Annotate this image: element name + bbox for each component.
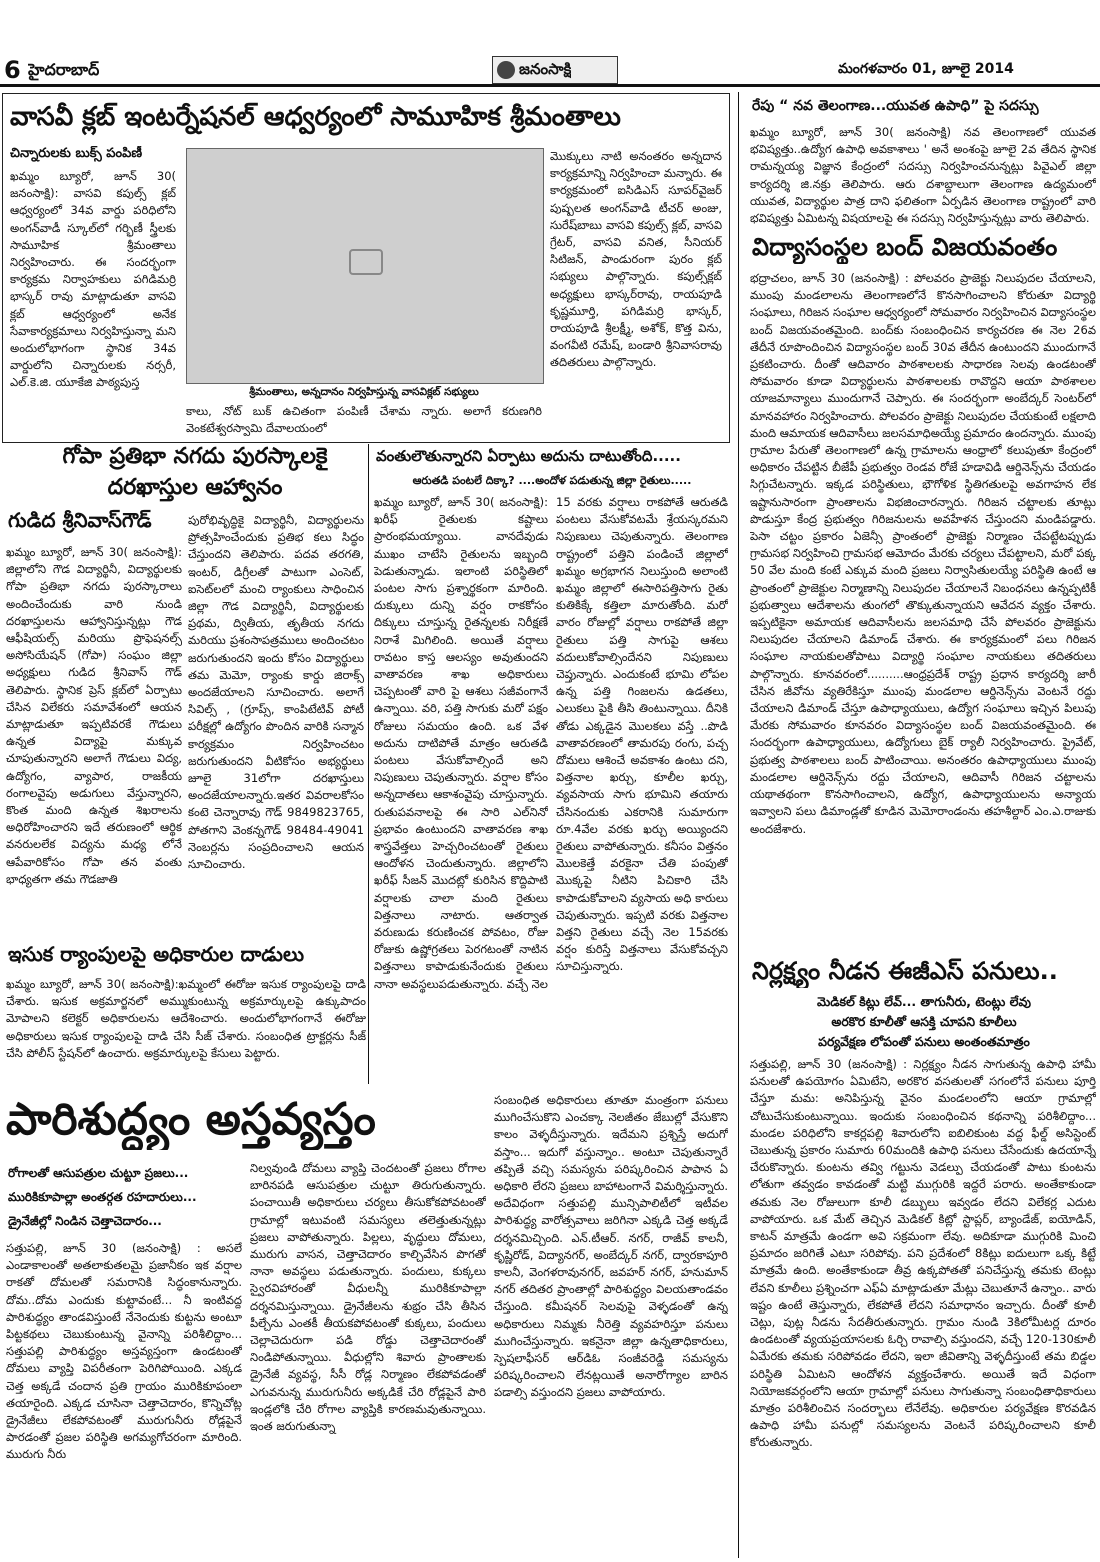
gopa-col1: ఖమ్మం బ్యూరో, జూన్ 30( జనంసాక్షి): జిల్లాలోని గౌడ విద్యార్థినీ, విద్యార్థులకు గోపా ప్రతిభా నగదు పురస్కారాలు అందించేందుకు వారి నుండి దరఖాస్తులను ఆహ్వానిస్తున్నట్లు గౌడ ఆఫీషియల్స్ మరియు ప్రొఫెషనల్స్ అసోసియేషన్ (గోపా) సంఘం జిల్లా అధ్యక్షులు గుడిద శ్రీనివాస్ గౌడ్ తెలిపారు. స్థానిక ప్రెస్ క్లబ్‌లో ఏర్పాటు చేసిన విలేకరు సమావేశంలో ఆయన మాట్లాడుతూ ఇప్పటివరకే గౌడులు ఉన్నత విద్యాపై మక్కువ చూపుతున్నారని అలాగే గౌడులు విద్య, ఉద్యోగం, వ్యాపార, రాజకీయ రంగాలవైపు అడుగులు వేస్తున్నారని, కొంత మంది ఉన్నత శిఖరాలను అధిరోహించారని ఇదే తరుణంలో ఆర్థిక వనరులలేక విద్యను మధ్య లోనే ఆపేవారికోసం గోపా తన వంతు భాధ్యతగా తమ గౌడజాతి bbox=[6, 545, 182, 886]
logo-icon bbox=[497, 61, 515, 79]
gopa-col2: పురోభివృద్ధికై విద్యార్థినీ, విద్యార్థులను ప్రోత్సహించేందుకు ప్రతిభ కలు సిద్ధం చేస్తుందని తెలిపారు. పదవ తరగతి, ఇంటర్, డిగ్రీలతో పాటుగా ఎంసెట్, ఐసెట్‌లలో మంచి ర్యాంకులు సాధించిన జిల్లా గౌడ విద్యార్థినీ, విద్యార్థులకు ప్రథమ, ద్వితీయ, తృతీయ నగదు మరియు ప్రశంసాపత్రములు అందించటం జరుగుతుందని ఇందు కోసం విద్యార్థులు తమ మెమో, ర్యాంకు కార్డు జిరాక్స్ అందజేయాలని సూచించారు. అలాగే సివిల్స్ , (గ్రూప్స్, కాంపిటేటివ్ పోటీ పరీక్షల్లో ఉద్యోగం పొందిన వారికి సన్మాన కార్యక్రమం నిర్వహించటం జరుగుతుందని వీటికోసం అభ్యర్థులు జూలై 31లోగా దరఖాస్తులు అందజేయాలన్నారు.ఇతర వివరాలకోసం కంటె చెన్నారావు గౌడ్ 9849823765, పోతగాని వెంకన్నగౌడ్ 98484-49041 నెంబర్లను సంప్రదించాలని ఆయన సూచించారు. bbox=[188, 513, 364, 872]
sanitation-col1: సత్తుపల్లి, జూన్ 30 (జనంసాక్షి) : అసలే ఎండాకాలంతో అతలాకుతలమై ప్రజానీకం ఇక వర్షాల రాకతో దోమలతో సమరానికి సిద్ధంకానున్నారు. దోమ..దోమ ఎందుకు కుట్టావంటే... నీ ఇంటివద్ద పారిశుద్ధ్యం తాండవిస్తుంటే నేనెందుకు కుట్టను అంటూ పిట్టకథలు చెబుకుంటున్న వైనాన్ని పరిశీలిద్దాం... సత్తుపల్లి పారిశుద్ధ్యం అస్తవ్యస్తంగా ఉండటంతో దోమలు వ్యాప్తి విపరీతంగా పెరిగిపోయింది. ఎక్కడ చెత్త అక్కడే చందాన ప్రతి గ్రాయం మురికికూపంలా తయారైంది. ఎక్కడ చూసినా చెత్తాచెదారం, కొన్నిచోట్ల డ్రైనేజీలు లేకపోవటంతో మురుగునీరు రోడ్లపైనే పారడంతో ప్రజల పరిస్థితి అగమ్యగోచరంగా మారింది. మురుగు నీరు bbox=[6, 1241, 242, 1462]
sanitation-deck-1: రోగాలతో ఆసుపత్రుల చుట్టూ ప్రజలు... bbox=[8, 1166, 189, 1180]
vasavi-col3: మొక్కులు నాటి అనంతరం అన్నదాన కార్యక్రమాన్ని నిర్వహించా మన్నారు. ఈ కార్యక్రమంలో ఐసిడిఎస్ సూపర్‌వైజర్ పుష్పలత అంగన్‌వాడి టీచర్ అంజు, సురేష్‌బాబు వాసవి కపుల్స్ క్లబ్, వాసవి గ్రేటర్, వాసవి వనిత, సీనియర్ సిటిజన్, పాండురంగా పురం క్లబ్ సభ్యులు పాల్గొన్నారు. కపుల్స్‌క్లబ్ అధ్యక్షులు భాస్కర్‌రావు, రాయపూడి కృష్ణమూర్తి, పగిడిమర్రి భాస్కర్, రాయపూడి శ్రీలక్ష్మీ, అశోక్, కొత్త విను, వంగవీటి రమేష్, బండారి శ్రీనివాసరావు తదితరులు పాల్గొన్నారు. bbox=[550, 149, 722, 370]
vasavi-col1: ఖమ్మం బ్యూరో, జూన్ 30( జనంసాక్షి): వాసవి కపుల్స్ క్లబ్ ఆధ్వర్యంలో 34వ వార్డు పరిధిలోని అంగన్‌వాడీ స్కూల్‌లో గర్భిణీ స్త్రీలకు సామూహిక శ్రీమంతాలు నిర్వహించారు. ఈ సందర్భంగా కార్యక్రమ నిర్వాహకులు పగిడిమర్రి భాస్కర్ రావు మాట్లాడుతూ వాసవి క్లబ్ ఆధ్వర్యంలో అనేక సేవాకార్యక్రమాలు నిర్వహిస్తున్నా మని అందులోభాగంగా స్థానిక 34వ వార్డులోని చిన్నారులకు నర్సరీ, ఎల్.కె.జి. యూకేజి పాఠ్యపుస్త bbox=[10, 169, 176, 390]
youth-seminar-headline: రేపు “ నవ తెలంగాణ...యువత ఉపాధి” పై సదస్సు bbox=[752, 98, 1039, 114]
gopa-headline-1: గోపా ప్రతిభా నగదు పురస్కాలకై bbox=[62, 444, 328, 469]
rains-headline: వంతులౌతున్నారని ఏర్పాటు అదును దాటుతోంది..... bbox=[376, 447, 681, 465]
gopa-headline-2: దరఖాస్తుల ఆహ్వానం bbox=[107, 475, 283, 500]
vasavi-under-photo: కాలు, నోట్ బుక్ ఉచితంగా పంపిణీ చేశామ న్నారు. అలాగే కరుణగిరి వెంకటేశ్వరస్వామి దేవాలయంలో bbox=[186, 404, 542, 436]
camera-icon bbox=[349, 249, 383, 275]
sanitation-headline: పారిశుద్ధ్యం అస్తవ్యస్తం bbox=[6, 1094, 376, 1145]
bandh-headline: విద్యాసంస్థల బంద్ విజయవంతం bbox=[752, 233, 1058, 261]
egs-deck-3: పర్యవేక్షణ లోపంతో పనులు అంతంతమాత్రం bbox=[818, 1034, 1030, 1049]
sanitation-deck-3: డ్రైనేజీల్లో నిండిన చెత్తాచెదారం... bbox=[8, 1214, 162, 1228]
sanitation-deck-2: మురికికూపాల్లా అంతర్గత రహదారులు... bbox=[8, 1190, 197, 1204]
vasavi-photo bbox=[186, 148, 544, 384]
youth-seminar-body: ఖమ్మం బ్యూరో, జూన్ 30( జనంసాక్షి) నవ తెలంగాణలో యువత భవిష్యత్తు..ఉద్యోగ ఉపాధి అవకాశాలు ' అనే అంశంపై జూలై 2వ తేదిన స్థానిక రామన్నయ్య విజ్ఞాన కేంద్రంలో సదస్సు నిర్వహించనున్నట్లు పివైఎల్ జిల్లా కార్యదర్శి జి.నక్రు తెలిపారు. ఆరు దశాబ్దాలుగా తెలంగాణ ఉద్యమంలో యువత, విద్యార్థుల పాత్ర దాని ఫలితంగా ఏర్పడిన తెలంగాణ రాష్ట్రంలో వారి భవిష్యత్తు ఏమిటన్న విషయాలపై ఈ సదస్సు నిర్వహిస్తున్నట్లు వారు తెలిపారు. bbox=[750, 125, 1096, 226]
egs-deck-1: మెడికల్ కిట్లు లేవ్... తాగునీరు, టెంట్లు లేవు bbox=[817, 994, 1031, 1009]
paper-logo bbox=[492, 56, 618, 84]
vasavi-photo-caption: శ్రీమంతాలు, అన్నదానం నిర్వహిస్తున్న వాసవిక్లబ్ సభ్యులు bbox=[249, 386, 479, 398]
paper-name: జనంసాక్షి bbox=[519, 60, 572, 78]
sanitation-col3: సంబంధిత అధికారులు తూతూ మంత్రంగా పనులు ముగించేసుకొని ఎంచక్కా నెలజీతం జేబుల్లో వేసుకొని కాలం వెళ్ళదీస్తున్నారు. ఇదేమని ప్రశ్నిస్తే అదుగో వస్తాం... ఇదుగో వస్తున్నాం.. అంటూ చెపుతున్నారే తప్పితే వచ్చి సమస్యను పరిష్కరించిన పాపాన ఏ అధికారి లేరని ప్రజలు బాహాటంగానే విమర్శిస్తున్నారు. అదేవిధంగా సత్తుపల్లి మున్సిపాలిటీలో ఇటీవల పారిశుద్ధ్య వారోత్సవాలు జరిగినా ఎక్కడి చెత్త అక్కడే దర్శనమిచ్చింది. ఎన్.టీఆర్. నగర్, రాజీవ్ కాలనీ, కృష్ణిరోడ్, విద్యానగర్, అంబేద్కర్ నగర్, ద్వారకాపూరి కాలనీ, వెంగళరావునగర్, జవహర్ నగర్, హనుమాన్ నగర్ తదితర ప్రాంతాల్లో పారిశుద్ధ్యం విలయతాండవం చేస్తుంది. కమీషనర్ సెలవుపై వెళ్ళడంతో ఉన్న అధికారులు నిమ్మకు నీరెత్తి వ్యవహరిస్తూ పనులు ముగించేస్తున్నారు. ఇకనైనా జిల్లా ఉన్నతాధికారులు, స్పెషలాఫీసర్ ఆర్‌డిఓ సంజీవరెడ్డి సమస్యను పరిష్కరించాలని లేనట్లయితే అనారోగ్యాల బారిన పడాల్సి వస్తుందని ప్రజలు వాపోయారు. bbox=[494, 1093, 728, 1400]
bandh-body: భద్రాచలం, జూన్ 30 (జనంసాక్షి) : పోలవరం ప్రాజెక్టు నిలుపుదల చేయాలని, ముంపు మండలాలను తెలంగాణలోనే కొనసాగించాలని కోరుతూ విద్యార్థి సంఘాలు, గిరిజన సంఘాల ఆధ్వర్యంలో సోమవారం నిర్వహించిన విద్యాసంస్థల బంద్ విజయవంతమైంది. బంద్‌కు సంబంధించిన కార్యచరణ ఈ నెల 26వ తేదీనే రూపొందించిన విద్యాసంస్థల బంద్ 30వ తేదీన ఉంటుందని ముందుగానే ప్రకటించారు. దీంతో ఆదివారం పాఠశాలలకు సాధారణ సెలవు ఉండటంతో సోమవారం కూడా విద్యార్థులను పాఠశాలలకు రావొద్దని ఆయా పాఠశాలల యాజమాన్యాలు ముందుగానే చెప్పారు. ఈ సందర్భంగా అంబేద్కర్ సెంటర్‌లో మానవహారం నిర్వహించారు. పోలవరం ప్రాజెక్టు నిలుపుదల చేయకుంటే లక్షలాది మంది ఆమాయక ఆదివాసీలు జలసమాధిఅయ్యే ప్రమాదం ఉందన్నారు. ముంపు గ్రామాల పేరుతో తెలంగాణలో ఉన్న గ్రామాలను ఆంధ్రాలో కలుపుతూ కేంద్రంలో అధికారం చేపట్టిన బీజేపీ ప్రభుత్వం రెండవ రోజే హడావిడి ఆర్డినెన్స్‌ను చేయడం సిగ్గుచేటన్నారు. ఇక్కడ పరిస్థితులు, భౌగోళిక స్థితిగతులపై అవగాహన లేక ఇష్టానుసారంగా ప్రాంతాలను విభజించారన్నారు. గిరిజన చట్టాలకు తూట్లు పొడుస్తూ కేంద్ర ప్రభుత్వం గిరిజనులను అవహేళన చేస్తుందని మండిపడ్డారు. పెసా చట్టం ప్రకారం ఏజెన్సీ ప్రాంతంలో ప్రాజెక్టు నిర్మాణం చేపట్టేటప్పుడు గ్రామసభ నిర్వహించి గ్రామసభ ఆమోదం మేరకు చర్యలు చేపట్టాలని, మరో పక్క 50 వేల మంది కంటే ఎక్కువ మంది ప్రజలు నిర్వాసితులయ్యే పరిస్థితి ఉంటే ఆ ప్రాంతంలో ప్రాజెక్టుల నిర్మాణాన్ని నిలుపుదల చేయాలనే నిబంధనలు ఉన్నప్పటికీ ప్రభుత్వాలు ఆదేశాలను తుంగలో తొక్కుతున్నాయని ఆవేదన వ్యక్తం చేశారు. ఇప్పటికైనా అమాయక ఆదివాసీలను జలసమాధి చేసే పోలవరం ప్రాజెక్టును నిలుపుదల చేయాలని డిమాండ్ చేశారు. ఈ కార్యక్రమంలో పలు గిరిజన సంఘాల నాయకులతోపాటు విద్యార్థి సంఘాల నాయకులు తదితరులు పాల్గొన్నారు. కూనవరంలో..........ఆంధ్రప్రదేశ్ రాష్ట్ర ప్రధాన కార్యదర్శి జారీ చేసిన జీవోను వ్యతిరేకిస్తూ ముంపు మండలాల ఆర్డినెన్స్‌ను వెంటనే రద్దు చేయాలని డిమాండ్ చేస్తూ ఉపాధ్యాయులు, ఉద్యోగ సంఘాలు ఇచ్చిన పిలుపు మేరకు సోమవారం కూనవరం విద్యాసంస్థల బంద్ విజయవంతమైంది. ఈ సందర్భంగా ఉపాధ్యాయులు, ఉద్యోగులు బైక్ ర్యాలీ నిర్వహించారు. ప్రైవేట్, ప్రభుత్వ పాఠశాలలు బంద్ పాటించాయి. అనంతరం ఉపాధ్యాయులు ముంపు మండలాల ఆర్డినెన్స్‌ను రద్దు చేయాలని, ఆదివాసీ గిరిజన చట్టాలను యథాతథంగా కొనసాగించాలని, ఉద్యోగ, ఉపాధ్యాయులను అన్యాయ ఇవ్వాలని పలు డిమాండ్లతో కూడిన మెమోరాండంను తహశీల్దార్ ఎం.ఎ.రాజుకు అందజేశారు. bbox=[750, 271, 1096, 836]
rains-col2: 15 వరకు వర్షాలు రాకపోతే ఆరుతడి పంటలు వేసుకోవటమే శ్రేయస్కరమని నిపుణులు చెపుతున్నారు. తెలంగాణ రాష్ట్రంలో పత్తిని పండించే జిల్లాలో ఖమ్మం అగ్రభాగన నిలుస్తుంది అలాంటి ఖమ్మం జిల్లాలో ఈసారిపత్తిసాగు రైతు కుతికిక్కే కత్తిలా మారుతోంది. మరో వారం రోజుల్లో వర్షాలు రాకపోతే జిల్లా రైతులు పత్తి సాగుపై ఆశలు వదులుకోవాల్సిందేనని నిపుణులు చెప్తున్నారు. ఎందుకంటే భూమి లోపల ఉన్న పత్తి గింజలను ఉడతలు, ఎలుకలు పైకి తీసి తింటున్నాయి. దీనికి తోడు ఎక్కడైన మొలకలు వస్తే ..పొడి వాతావరణంలో తామరపు రంగు, పచ్చ దోమలు ఆశించే అవకాశం ఉంటు దని, విత్తనాల ఖర్చు, కూలీల ఖర్చు, వ్యవసాయ సాగు భూమిని తయారు చేసినందుకు ఎకరానికి సుమారుగా రూ.4వేల వరకు ఖర్చు అయ్యిందని రైతులు వాపోతున్నారు. కనీసం విత్తనం మొలకెత్తే వరకైనా చేతి పంపుతో మొక్కపై నీటిని పిచికారి చేసి కాపాడుకోవాలని వ్యసాయ అధి కారులు చెపుతున్నారు. ఇప్పటి వరకు విత్తనాల విత్తని రైతులు వచ్చే నెల 15వరకు వర్షం కురిస్తే విత్తనాలు వేసుకోవచ్చని సూచిస్తున్నారు. bbox=[556, 495, 728, 974]
sand-headline: ఇసుక ర్యాంపులపై అధికారుల దాడులు bbox=[8, 942, 305, 966]
egs-deck-2: అరకొర కూలీతో ఆసక్తి చూపని కూలీలు bbox=[831, 1014, 1017, 1029]
masthead-rule bbox=[0, 84, 1100, 87]
page-number: 6 bbox=[4, 56, 21, 84]
rains-col1: ఖమ్మం బ్యూరో, జూన్ 30( జనంసాక్షి): ఖరీఫ్ రైతులకు కష్టాలు ప్రారంభమయ్యాయి. వానదేవుడు ముఖం చాటేసి రైతులను ఇబ్బంది పెడుతున్నాడు. ఇలాంటి పరిస్థితిలో పంటల సాగు ప్రశ్నార్థకంగా మారింది. దుక్కులు దున్ని వర్షం రాకకోసం దిక్కులు చూస్తున్న రైతన్నలకు నిరీక్షణే నిరాశే మిగిలింది. అయితే వర్షాలు రావటం కాస్త ఆలస్యం అవుతుందని వాతావరణ శాఖ అధికారులు చెప్పటంతో వారి పై ఆశలు సజీవంగానే ఉన్నాయి. వరి, పత్తి సాగుకు మరో పక్షం రోజులు సమయం ఉంది. ఒక వేళ అదును దాటిపోతే మాత్రం ఆరుతడి పంటలు వేసుకోవాల్సిందే అని నిపుణులు చెపుతున్నారు. వర్షాల కోసం అన్నదాతలు ఆకాశంవైపు చూస్తున్నారు. రుతుపవనాలపై ఈ సారి ఎల్‌నినో ప్రభావం ఉంటుందని వాతావరణ శాఖ శాస్త్రవేత్తలు హెచ్చరించటంతో రైతులు ఆందోళన చెందుతున్నారు. జిల్లాలోని ఖరీఫ్ సీజన్ మొదట్లో కురిసిన కొద్దిపాటి వర్షాలకు చాలా మంది రైతులు విత్తనాలు నాటారు. ఆతర్వాత వరుణుడు కరుణించక పోవటం, రోజు రోజుకు ఉష్ణోగ్రతలు పెరగటంతో నాటిన విత్తనాలు కాపాడుకునేందుకు రైతులు నానా అవస్థలుపడుతున్నారు. వచ్చే నెల bbox=[374, 495, 548, 991]
rains-subhead: ఆరుతడి పంటలే దిక్కా? ....అందోళ పడుతున్న జిల్లా రైతులు..... bbox=[412, 474, 692, 487]
sand-body: ఖమ్మం బ్యూరో, జూన్ 30( జనంసాక్షి):ఖమ్మంలో ఈరోజు ఇసుక ర్యాంపులపై దాడి చేశారు. ఇసుక అక్రమార్జనలో అమ్ముకుంటున్న అక్రమార్కులపై ఉక్కుపాదం మోపాలని కలెక్టర్ అధికారులను ఆదేశించారు. అందులోభాగంగానే ఈరోజు అధికారులు ఇసుక ర్యాంపులపై దాడి చేసి సీజ్ చేశారు. సంబంధిత ట్రాక్టర్లను సీజ్ చేసి పోలీస్ స్టేషన్‌లో ఉంచారు. అక్రమార్కులపై కేసులు పెట్టారు. bbox=[6, 977, 366, 1060]
egs-body: సత్తుపల్లి, జూన్ 30 (జనంసాక్షి) : నిర్లక్ష్యం నీడన సాగుతున్న ఉపాధి హామీ పనులతో ఉపయోగం ఏమిటేని, అరకొర వసతులతో సగంలోనే పనులు పూర్తి చేస్తూ మమ: అనిపిస్తున్న వైనం మండలంలోని ఆయా గ్రామాల్లో చోటుచేసుకుంటున్నాయి. ఇందుకు సంబంధించిన కథనాన్ని పరిశీలిద్దాం... మండల పరిధిలోని కాకర్లపల్లి శివారులోని ఐబిలికుంట వద్ద ఫీల్డ్ అసిస్టెంట్ చెబుతున్న ప్రకారం సుమారు 60మందికి ఉపాధి పనులు చేసేందుకు ఉదయాన్నే చేరుకొన్నారు. కుంటను తవ్వి గట్టును వెడల్పు చేయడంతో పాటు కుంటను లోతుగా తవ్వడం కావడంతో మట్టి ముగ్గురికి ఇద్దరే పరారు. అంతేకాకుండా తమకు నెల రోజులుగా కూలీ డబ్బులు ఇవ్వడం లేదని విలేకర్ల ఎదుట వాపోయారు. ఒక మేట్ తెచ్చిన మెడికల్ కిట్లో స్టాప్లర్, బ్యాండేజ్, ఐయోడిన్, కాటన్ మాత్రమే ఉండగా అవి సక్రమంగా లేవు. అదికూడా ముగ్గురికి మించి ప్రమాదం జరిగితే ఎటూ సరిపోవు. పని ప్రదేశంలో 8కిట్లు ఐదులుగా ఒక్క కిట్టే మాత్రమే ఉంది. అంతేకాకుండా తీవ్ర ఉక్కపోతతో పనిచేస్తున్న తమకు టెంట్లు లేవని కూలీలు ప్రశ్నించగా ఎఫ్‌ఏ మాట్లాడుతూ మేట్లు చెబుతూనే ఉన్నాం.. వారు ఇష్టం ఉంటే తెస్తున్నారు, లేకపోతే లేదని సమాధానం ఇచ్చారు. దీంతో కూలీ చెట్లు, పుట్ల నీడను సేదతీరుతున్నారు. గ్రామం నుండి 3కిలోమీటర్ల దూరం ఉండటంతో వ్యయప్రయాసలకు ఓర్చి రావాల్సి వస్తుందని, వచ్చే 120-130కూలీ ఏమేరకు తమకు సరిపోవడం లేదని, ఇలా జీవితాన్ని వెళ్ళదీస్తుంటే తమ బిడ్డల పరిస్థితి ఏమిటని ఆందోళన వ్యక్తంచేశారు. అయితే ఇదే విధంగా నియోజకవర్గంలోని ఆయా గ్రామాల్లో పనులు సాగుతున్నా సంబంధితాధికారులు మాత్రం పరిశీలించిన సందర్భాలు లేనేలేవు. అధికారుల పర్యవేక్షణ కొరవడిన ఉపాధి హామీ పనుల్లో సమస్యలను వెంటనే పరిష్కరించాలని కూలీ కోరుతున్నారు. bbox=[750, 1057, 1096, 1450]
vasavi-subhead: చిన్నారులకు బుక్స్ పంపిణీ bbox=[10, 146, 143, 161]
gopa-byline: గుడిద శ్రీనివాస్‌గౌడ్ bbox=[8, 508, 152, 532]
right-column-divider bbox=[738, 92, 739, 1558]
issue-date: మంగళవారం 01, జూలై 2014 bbox=[838, 61, 1014, 77]
vasavi-headline: వాసవీ క్లబ్ ఇంటర్నేషనల్ ఆధ్వర్యంలో సామూహిక శ్రీమంతాలు bbox=[10, 102, 621, 132]
egs-headline: నిర్లక్ష్యం నీడన ఈజీఎస్ పనులు.. bbox=[752, 957, 1058, 985]
vertical-divider bbox=[368, 444, 369, 1084]
city-name: హైదరాబాద్ bbox=[28, 60, 100, 79]
sanitation-col2: నిల్వవుండి దోమలు వ్యాప్తి చెందటంతో ప్రజలు రోగాల బారినపడి ఆసుపత్రుల చుట్టూ తిరుగుతున్నారు. పంచాయితీ అధికారులు చర్యలు తీసుకోకపోవటంతో గ్రామాల్లో ఇటువంటి సమస్యలు తలెత్తుతున్నట్లు ప్రజలు వాపోతున్నారు. పిల్లలు, వృద్ధులు దోమలు, మురుగు వాసన, చెత్తాచెదారం కాల్చివేసిన పొగతో నానా అవస్థలు పడుతున్నారు. పందులు, కుక్కలు స్వైరవిహారంతో వీధులన్నీ మురికికూపాల్లా దర్శనమిస్తున్నాయి. డ్రైనేజీలను శుభ్రం చేసి తీసిన పీల్చేను ఎంతకీ తీయకపోవటంతో కుక్కలు, పందులు చెల్లాచెదురుగా పడి రోడ్డు చెత్తాచెదారంతో నిండిపోతున్నాయి. వీధుల్లోని శివారు ప్రాంతాలకు డ్రైనేజీ వ్యవస్థ, సీసీ రోడ్ల నిర్మాణం లేకపోవడంతో ఎగువనున్న మురుగునీరు అక్కడికే చేరి రోడ్లపైనే పారి ఇండ్లలోకి చేరి రోగాల వ్యాప్తికి కారణమవుతున్నాయి. ఇంత జరుగుతున్నా bbox=[250, 1161, 486, 1434]
